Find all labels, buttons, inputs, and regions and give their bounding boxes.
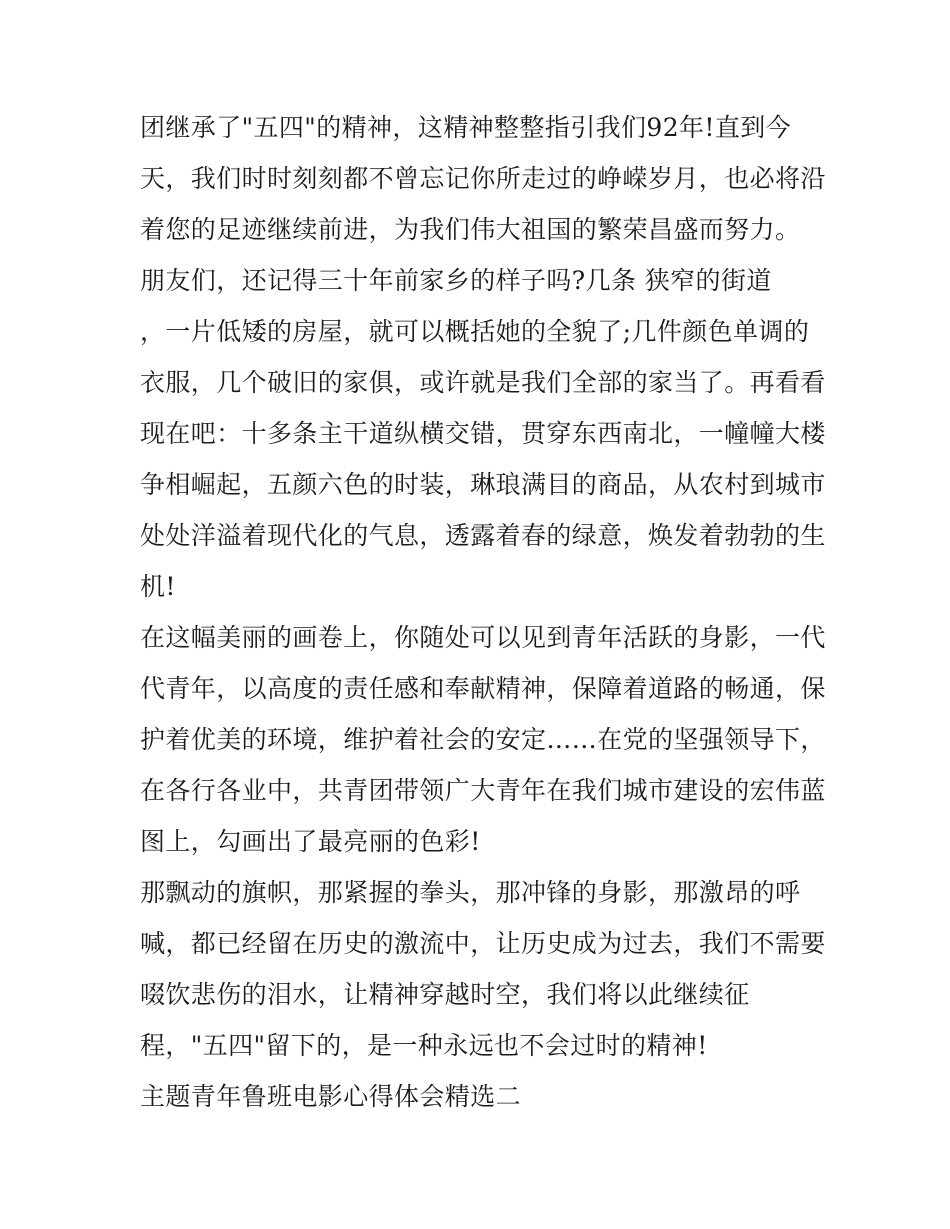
text-line: 朋友们，还记得三十年前家乡的样子吗?几条 狭窄的街道	[140, 266, 772, 295]
text-line: 程，"五四"留下的，是一种永远也不会过时的精神!	[140, 1031, 708, 1060]
text-line: 处处洋溢着现代化的气息，透露着春的绿意，焕发着勃勃的生	[140, 521, 826, 550]
text-line: ，一片低矮的房屋，就可以概括她的全貌了;几件颜色单调的	[140, 317, 810, 346]
text-line: 机!	[140, 572, 176, 601]
text-line: 团继承了"五四"的精神，这精神整整指引我们92年!直到今	[140, 113, 792, 142]
text-line: 代青年，以高度的责任感和奉献精神，保障着道路的畅通，保	[140, 674, 826, 703]
text-line: 争相崛起，五颜六色的时装，琳琅满目的商品，从农村到城市	[140, 470, 826, 499]
text-line: 着您的足迹继续前进，为我们伟大祖国的繁荣昌盛而努力。	[140, 215, 801, 244]
text-line: 衣服，几个破旧的家俱，或许就是我们全部的家当了。再看看	[140, 368, 826, 397]
text-line: 啜饮悲伤的泪水，让精神穿越时空，我们将以此继续征	[140, 980, 750, 1009]
section-heading: 主题青年鲁班电影心得体会精选二	[140, 1082, 522, 1111]
text-line: 在这幅美丽的画卷上，你随处可以见到青年活跃的身影，一代	[140, 623, 826, 652]
text-line: 在各行各业中，共青团带领广大青年在我们城市建设的宏伟蓝	[140, 776, 826, 805]
text-line: 图上，勾画出了最亮丽的色彩!	[140, 827, 481, 856]
text-line: 现在吧：十多条主干道纵横交错，贯穿东西南北，一幢幢大楼	[140, 419, 826, 448]
text-line: 护着优美的环境，维护着社会的安定……在党的坚强领导下，	[140, 725, 826, 754]
text-line: 那飘动的旗帜，那紧握的拳头，那冲锋的身影，那激昂的呼	[140, 878, 801, 907]
text-line: 喊，都已经留在历史的激流中，让历史成为过去，我们不需要	[140, 929, 826, 958]
text-line: 天，我们时时刻刻都不曾忘记你所走过的峥嵘岁月，也必将沿	[140, 164, 826, 193]
